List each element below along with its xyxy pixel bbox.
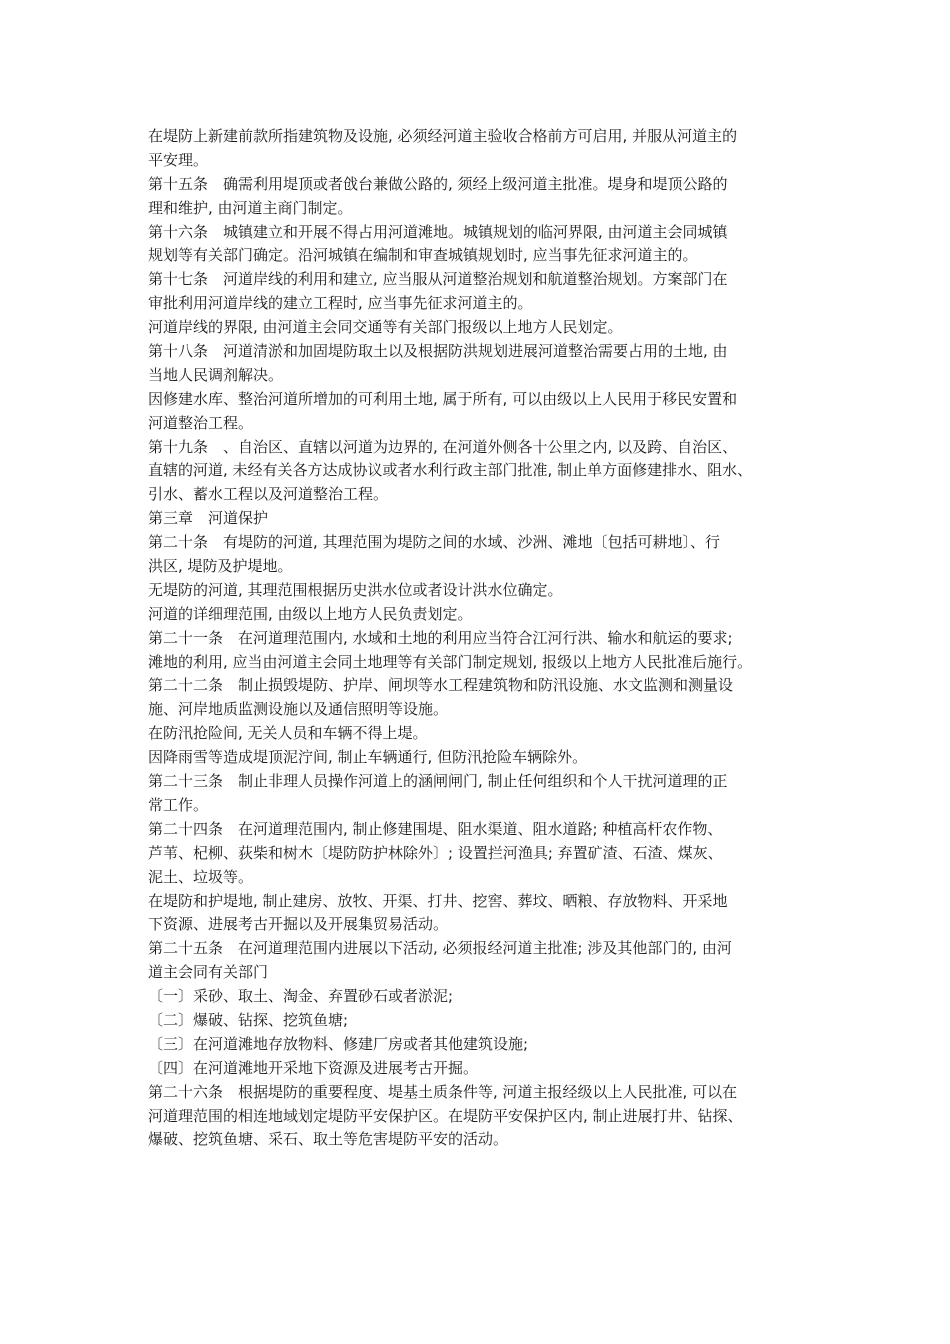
text-line: 在堤防上新建前款所指建筑物及设施, 必须经河道主验收合格前方可启用, 并服从河道主的 [148,127,738,145]
text-line: 〔四〕在河道滩地开采地下资源及进展考古开掘。 [148,1058,479,1077]
text-line: 在堤防和护堤地, 制止建房、放牧、开渠、打井、挖窖、葬坟、晒粮、存放物料、开采地 [148,891,728,910]
text-line: 第二十五条 在河道理范围内进展以下活动, 必须报经河道主批准; 涉及其他部门的, 由河 [148,939,732,958]
text-line: 河道整治工程。 [148,413,254,432]
text-line: 第十五条 确需利用堤顶或者戗台兼做公路的, 须经上级河道主批准。堤身和堤顶公路的 [148,174,728,193]
document-body [148,125,828,1152]
text-line: 常工作。 [148,795,209,814]
text-line: 第二十三条 制止非理人员操作河道上的涵闸闸门, 制止任何组织和个人干扰河道理的正 [148,772,728,791]
text-line: 第十八条 河道清淤和加固堤防取土以及根据防洪规划进展河道整治需要占用的土地, 由 [148,342,728,361]
text-line: 规划等有关部门确定。沿河城镇在编制和审查城镇规划时, 应当事先征求河道主的。 [148,246,698,265]
text-line: 第二十四条 在河道理范围内, 制止修建围堤、阻水渠道、阻水道路; 种植高杆农作物、 [148,819,723,838]
text-line: 平安理。 [148,150,209,169]
text-line: 第十七条 河道岸线的利用和建立, 应当服从河道整治规划和航道整治规划。方案部门在 [148,270,728,289]
text-line: 〔一〕采砂、取土、淘金、弃置砂石或者淤泥; [148,987,454,1006]
text-line: 〔二〕爆破、钻探、挖筑鱼塘; [148,1010,349,1029]
text-line: 施、河岸地质监测设施以及通信照明等设施。 [148,700,449,719]
text-line: 第二十六条 根据堤防的重要程度、堤基土质条件等, 河道主报经级以上人民批准, 可以在 [148,1082,738,1101]
text-line: 直辖的河道, 未经有关各方达成协议或者水利行政主部门批准, 制止单方面修建排水、阻水、 [148,461,753,480]
text-line: 洪区, 堤防及护堤地。 [148,557,293,576]
text-line: 无堤防的河道, 其理范围根据历史洪水位或者设计洪水位确定。 [148,580,563,599]
text-line: 道主会同有关部门 [148,963,269,982]
text-line: 第二十一条 在河道理范围内, 水域和土地的利用应当符合江河行洪、输水和航运的要求; [148,628,733,647]
text-line: 下资源、进展考古开掘以及开展集贸易活动。 [148,915,449,934]
text-line: 审批利用河道岸线的建立工程时, 应当事先征求河道主的。 [148,294,533,313]
text-line: 因降雨雪等造成堤顶泥泞间, 制止车辆通行, 但防汛抢险车辆除外。 [148,748,588,767]
text-line: 泥土、垃圾等。 [148,867,254,886]
text-line: 理和维护, 由河道主商门制定。 [148,198,353,217]
text-line: 第二十条 有堤防的河道, 其理范围为堤防之间的水域、沙洲、滩地〔包括可耕地〕、行 [148,533,721,552]
text-line: 第十九条 、自治区、直辖以河道为边界的, 在河道外侧各十公里之内, 以及跨、自治区、 [148,437,738,456]
text-line: 第三章 河道保护 [148,509,269,528]
text-line: 滩地的利用, 应当由河道主会同土地理等有关部门制定规划, 报级以上地方人民批准后施行。 [148,652,753,671]
text-line: 河道岸线的界限, 由河道主会同交通等有关部门报级以上地方人民划定。 [148,318,623,337]
text-line: 当地人民调剂解决。 [148,365,284,384]
text-line: 引水、蓄水工程以及河道整治工程。 [148,485,389,504]
text-line: 爆破、挖筑鱼塘、采石、取土等危害堤防平安的活动。 [148,1130,509,1149]
text-line: 河道理范围的相连地域划定堤防平安保护区。在堤防平安保护区内, 制止进展打井、钻探、 [148,1106,743,1125]
text-line: 第十六条 城镇建立和开展不得占用河道滩地。城镇规划的临河界限, 由河道主会同城镇 [148,222,728,241]
text-line: 在防汛抢险间, 无关人员和车辆不得上堤。 [148,724,428,743]
text-line: 〔三〕在河道滩地存放物料、修建厂房或者其他建筑设施; [148,1034,529,1053]
text-line: 第二十二条 制止损毁堤防、护岸、闸坝等水工程建筑物和防汛设施、水文监测和测量设 [148,676,734,695]
text-line: 芦苇、杞柳、荻柴和树木〔堤防防护林除外〕; 设置拦河渔具; 弃置矿渣、石渣、煤灰、 [148,843,723,862]
text-line: 河道的详细理范围, 由级以上地方人民负责划定。 [148,604,473,623]
text-line: 因修建水库、整治河道所增加的可利用土地, 属于所有, 可以由级以上人民用于移民安置和 [148,389,738,408]
